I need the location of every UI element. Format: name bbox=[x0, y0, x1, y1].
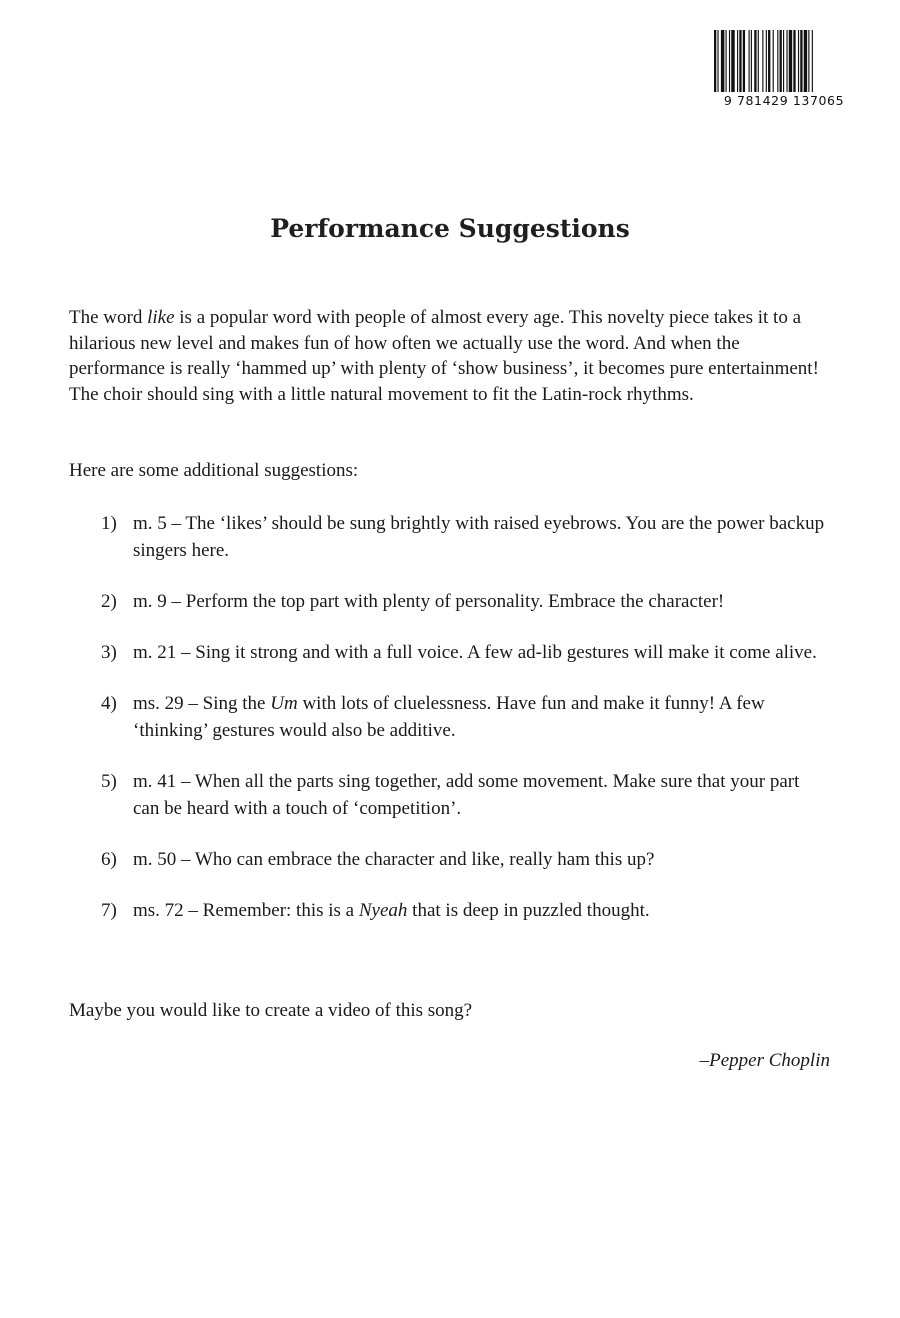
item-text: m. 5 – The ‘likes’ should be sung brightly with raised eyebrows. You are the power backup singers here. bbox=[133, 513, 825, 561]
item-text: m. 50 – Who can embrace the character and like, really ham this up? bbox=[133, 849, 655, 870]
barcode-bar bbox=[768, 30, 770, 92]
list-item bbox=[69, 639, 829, 666]
barcode-bar bbox=[783, 30, 784, 92]
barcode-bar bbox=[789, 30, 792, 92]
barcode-bar bbox=[717, 30, 718, 92]
barcode-bar bbox=[762, 30, 763, 92]
barcode-bar bbox=[786, 30, 787, 92]
intro-paragraph bbox=[69, 305, 839, 408]
item-number: 7) bbox=[101, 900, 117, 921]
barcode-bar bbox=[793, 30, 795, 92]
barcode-bar bbox=[780, 30, 782, 92]
isbn-number: 9 781429 137065 bbox=[723, 93, 845, 108]
item-number: 2) bbox=[101, 591, 117, 612]
barcode-bar bbox=[714, 30, 716, 92]
barcode-bar bbox=[721, 30, 724, 92]
barcode-bar bbox=[739, 30, 741, 92]
item-number: 6) bbox=[101, 849, 117, 870]
item-text-pre: ms. 72 – Remember: this is a bbox=[133, 900, 359, 921]
barcode-bar bbox=[804, 30, 807, 92]
barcode-bar bbox=[773, 30, 774, 92]
barcode-bar bbox=[808, 30, 809, 92]
author-signature: –Pepper Choplin bbox=[699, 1050, 830, 1071]
barcode-bar bbox=[737, 30, 738, 92]
list-item bbox=[69, 768, 829, 822]
item-number: 3) bbox=[101, 642, 117, 663]
page-title: Performance Suggestions bbox=[270, 214, 630, 243]
barcode-bar bbox=[812, 30, 813, 92]
barcode-bars-icon bbox=[714, 30, 854, 92]
barcode-bar bbox=[800, 30, 802, 92]
list-item bbox=[69, 846, 829, 873]
item-emphasis: Nyeah bbox=[358, 900, 408, 921]
barcode-bar bbox=[758, 30, 759, 92]
item-number: 1) bbox=[101, 513, 117, 534]
item-text-post: with lots of cluelessness. Have fun and make it funny! A few ‘thinking’ gestures would also be additive. bbox=[133, 693, 765, 741]
item-text: m. 41 – When all the parts sing together, add some movement. Make sure that your part can be heard with a touch of ‘competition’. bbox=[133, 771, 800, 819]
suggestions-list bbox=[69, 510, 829, 948]
suggestions-lead: Here are some additional suggestions: bbox=[69, 460, 359, 481]
barcode-bar bbox=[726, 30, 727, 92]
barcode-bar bbox=[749, 30, 750, 92]
list-item bbox=[69, 690, 829, 744]
list-item bbox=[69, 897, 829, 924]
intro-text-start: The word bbox=[69, 307, 148, 328]
item-text-post: that is deep in puzzled thought. bbox=[407, 900, 650, 921]
item-emphasis: Um bbox=[270, 693, 298, 714]
barcode-bar bbox=[743, 30, 745, 92]
closing-question: Maybe you would like to create a video of this song? bbox=[69, 1000, 473, 1021]
barcode-bar bbox=[729, 30, 730, 92]
barcode-bar bbox=[731, 30, 734, 92]
barcode-bar bbox=[754, 30, 756, 92]
barcode-bar bbox=[798, 30, 799, 92]
intro-text-rest: is a popular word with people of almost every age. This novelty piece takes it to a hilarious new level and makes fun of how often we actually use the word. And when the performance is really ‘hammed up’ with plenty of ‘show business’, it becomes pure entertainment! The choir should sing with a little natural movement to fit the Latin-rock rhythms. bbox=[69, 307, 819, 406]
barcode-bar bbox=[751, 30, 752, 92]
item-text: m. 9 – Perform the top part with plenty of personality. Embrace the character! bbox=[133, 591, 725, 612]
intro-emphasis-like: like bbox=[147, 307, 175, 328]
item-text: m. 21 – Sing it strong and with a full voice. A few ad-lib gestures will make it come alive. bbox=[133, 642, 817, 663]
list-item bbox=[69, 510, 829, 564]
barcode-bar bbox=[777, 30, 778, 92]
item-text-pre: ms. 29 – Sing the bbox=[133, 693, 271, 714]
list-item bbox=[69, 588, 829, 615]
item-number: 5) bbox=[101, 771, 117, 792]
barcode bbox=[714, 30, 854, 108]
barcode-bar bbox=[766, 30, 767, 92]
item-number: 4) bbox=[101, 693, 117, 714]
